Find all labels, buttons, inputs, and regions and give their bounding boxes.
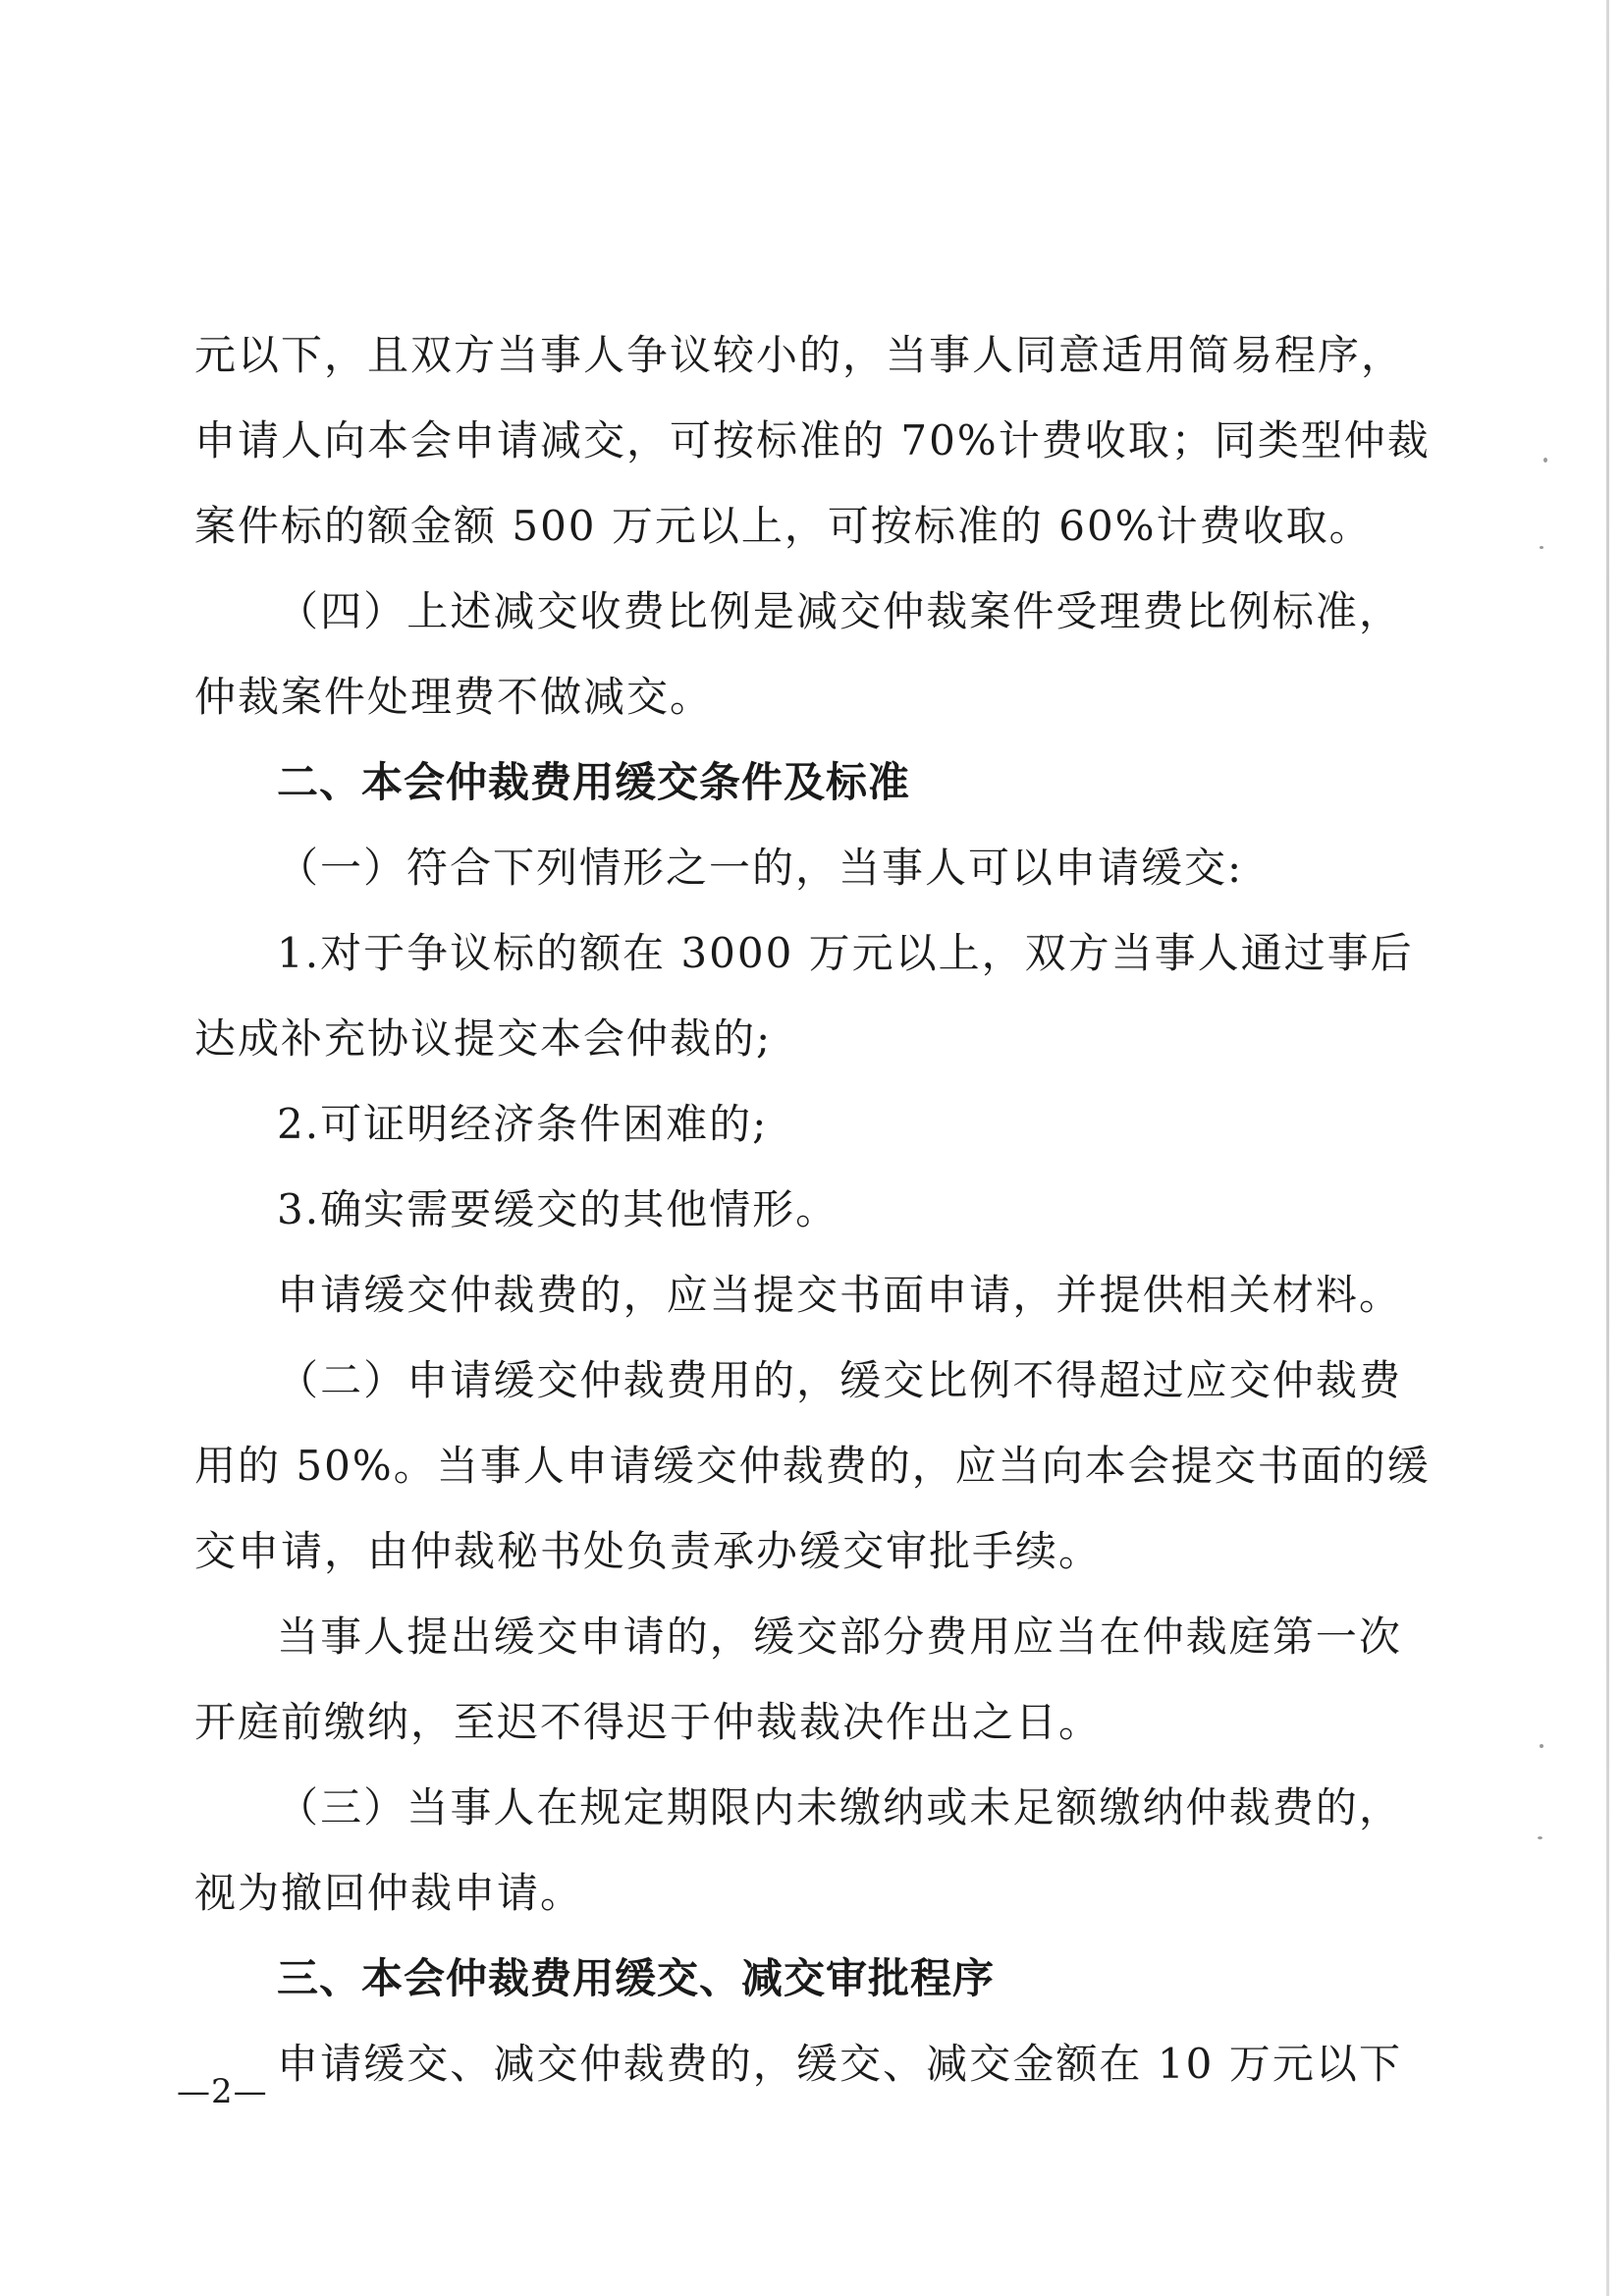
text-line: 当事人提出缓交申请的，缓交部分费用应当在仲裁庭第一次 — [277, 1613, 1402, 1661]
text-line: 案件标的额金额 500 万元以上，可按标准的 60%计费收取。 — [194, 502, 1373, 550]
text-line: 申请缓交、减交仲裁费的，缓交、减交金额在 10 万元以下 — [277, 2040, 1402, 2088]
text-line: （四）上述减交收费比例是减交仲裁案件受理费比例标准， — [277, 587, 1402, 635]
text-line: 达成补充协议提交本会仲裁的; — [194, 1014, 773, 1063]
text-line: 开庭前缴纳，至迟不得迟于仲裁裁决作出之日。 — [194, 1698, 1103, 1746]
text-line: 用的 50%。当事人申请缓交仲裁费的，应当向本会提交书面的缓 — [194, 1442, 1431, 1490]
text-line: 申请人向本会申请减交，可按标准的 70%计费收取；同类型仲裁 — [194, 416, 1431, 465]
scan-speck — [1543, 458, 1547, 463]
text-line: 申请缓交仲裁费的，应当提交书面申请，并提供相关材料。 — [277, 1271, 1402, 1319]
section-heading: 二、本会仲裁费用缓交条件及标准 — [277, 758, 911, 806]
document-body — [194, 312, 1431, 2106]
section-heading: 三、本会仲裁费用缓交、减交审批程序 — [277, 1954, 996, 2002]
scan-speck — [1540, 1744, 1543, 1748]
text-line: 视为撤回仲裁申请。 — [194, 1869, 584, 1917]
text-line: （二）申请缓交仲裁费用的，缓交比例不得超过应交仲裁费 — [277, 1356, 1402, 1404]
page-edge — [1606, 0, 1609, 2296]
text-line: （三）当事人在规定期限内未缴纳或未足额缴纳仲裁费的， — [277, 1783, 1402, 1831]
text-line: （一）符合下列情形之一的，当事人可以申请缓交: — [277, 844, 1244, 892]
scan-speck — [1538, 1836, 1542, 1839]
text-line: 交申请，由仲裁秘书处负责承办缓交审批手续。 — [194, 1527, 1103, 1575]
page-number: —2— — [177, 2072, 268, 2111]
text-line: 仲裁案件处理费不做减交。 — [194, 673, 714, 721]
list-item: 1.对于争议标的额在 3000 万元以上，双方当事人通过事后 — [277, 929, 1414, 977]
text-line: 元以下，且双方当事人争议较小的，当事人同意适用简易程序， — [194, 331, 1405, 379]
list-item: 3.确实需要缓交的其他情形。 — [277, 1185, 839, 1233]
list-item: 2.可证明经济条件困难的; — [277, 1100, 769, 1148]
scan-speck — [1540, 546, 1543, 549]
